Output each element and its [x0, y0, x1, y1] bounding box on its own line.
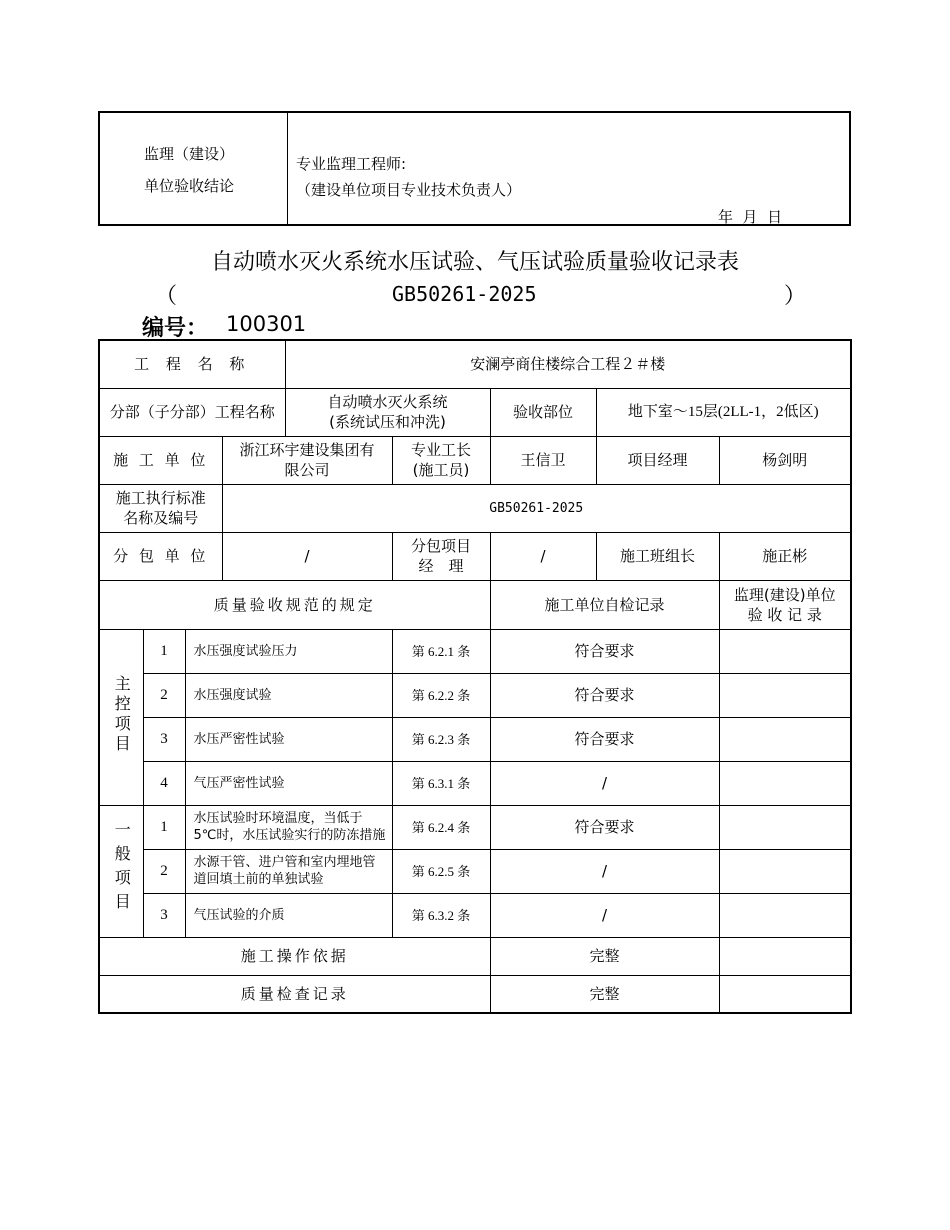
table-row	[99, 673, 851, 717]
item-no: 3	[143, 717, 185, 761]
owner-rep-label: （建设单位项目专业技术负责人）	[296, 181, 522, 199]
foreman-label	[392, 436, 490, 484]
acceptance-part-value: 地下室～15层(2LL-1，2低区)	[596, 388, 851, 436]
division-value-line1: 自动喷水灭火系统	[327, 393, 448, 411]
acceptance-part-label: 验收部位	[490, 388, 596, 436]
standard-label	[99, 484, 222, 532]
standard-label-line1: 施工执行标准	[115, 489, 206, 507]
item-no: 2	[143, 849, 185, 893]
contractor-value	[222, 436, 392, 484]
team-leader-label: 施工班组长	[596, 532, 719, 580]
table-row	[99, 388, 851, 436]
pm-label: 项目经理	[596, 436, 719, 484]
table-row	[99, 484, 851, 532]
item-name: 气压试验的介质	[185, 893, 392, 937]
item-result: 符合要求	[490, 629, 719, 673]
main-group-label	[99, 629, 143, 805]
contractor-label: 施 工 单 位	[99, 436, 222, 484]
sub-pm-label-line2: 经 理	[418, 557, 464, 575]
standard-close-paren: ）	[784, 284, 807, 309]
table-row	[99, 975, 851, 1013]
supervision-header-line1: 监理(建设)单位	[733, 585, 836, 604]
item-clause: 第 6.2.5 条	[392, 849, 490, 893]
item-clause: 第 6.2.3 条	[392, 717, 490, 761]
item-result: /	[490, 893, 719, 937]
general-group-text: 一般项目	[112, 820, 132, 917]
date-label: 年 月 日	[718, 208, 783, 226]
foreman-label-line2: (施工员)	[412, 461, 470, 479]
item-supervision	[719, 805, 851, 849]
table-row	[99, 532, 851, 580]
basis-supervision	[719, 937, 851, 975]
inspection-value: 完整	[490, 975, 719, 1013]
item-name: 水压强度试验	[185, 673, 392, 717]
table-row	[99, 805, 851, 849]
item-supervision	[719, 717, 851, 761]
form-title: 自动喷水灭火系统水压试验、气压试验质量验收记录表	[210, 250, 739, 275]
item-clause: 第 6.2.4 条	[392, 805, 490, 849]
table-row	[99, 717, 851, 761]
sub-pm-label	[392, 532, 490, 580]
self-check-column-header: 施工单位自检记录	[490, 580, 719, 629]
team-leader-value: 施正彬	[719, 532, 851, 580]
table-row	[99, 436, 851, 484]
spec-column-header: 质量验收规范的规定	[99, 580, 490, 629]
item-no: 4	[143, 761, 185, 805]
contractor-value-line2: 限公司	[284, 461, 330, 479]
table-row	[99, 340, 851, 388]
item-name: 气压严密性试验	[185, 761, 392, 805]
project-name-label: 工 程 名 称	[99, 340, 285, 388]
item-supervision	[719, 893, 851, 937]
standard-open-paren: （	[155, 284, 178, 309]
item-name	[185, 805, 392, 849]
table-row	[99, 893, 851, 937]
item-name-line2: 5℃时，水压试验实行的防冻措施	[193, 828, 386, 843]
item-name-line2: 道回填土前的单独试验	[193, 872, 324, 887]
main-group-text: 主控项目	[112, 674, 132, 755]
inspection-supervision	[719, 975, 851, 1013]
table-row	[99, 580, 851, 629]
subcontractor-value: /	[222, 532, 392, 580]
engineer-label: 专业监理工程师:	[296, 155, 407, 173]
item-result: /	[490, 849, 719, 893]
conclusion-label-line1: 监理（建设）	[144, 145, 235, 163]
item-name: 水压强度试验压力	[185, 629, 392, 673]
foreman-value: 王信卫	[490, 436, 596, 484]
acceptance-record-table	[98, 339, 852, 1014]
table-row	[99, 629, 851, 673]
division-value-line2: (系统试压和冲洗)	[329, 413, 446, 431]
supervision-header-line2: 验 收 记 录	[747, 605, 822, 624]
division-value	[285, 388, 490, 436]
doc-number-label: 编号：	[142, 316, 209, 341]
table-row	[99, 937, 851, 975]
item-supervision	[719, 629, 851, 673]
basis-label: 施工操作依据	[99, 937, 490, 975]
item-clause: 第 6.3.2 条	[392, 893, 490, 937]
item-result: 符合要求	[490, 805, 719, 849]
division-label: 分部（子分部）工程名称	[99, 388, 285, 436]
item-name	[185, 849, 392, 893]
pm-value: 杨剑明	[719, 436, 851, 484]
item-supervision	[719, 761, 851, 805]
item-name-line1: 水源干管、进户管和室内埋地管	[193, 855, 376, 870]
item-supervision	[719, 849, 851, 893]
sub-pm-value: /	[490, 532, 596, 580]
project-name-value: 安澜亭商住楼综合工程２＃楼	[285, 340, 851, 388]
item-clause: 第 6.3.1 条	[392, 761, 490, 805]
general-group-label	[99, 805, 143, 937]
standard-value: GB50261-2025	[222, 484, 851, 532]
item-result: 符合要求	[490, 673, 719, 717]
table-row	[99, 761, 851, 805]
standard-code: GB50261-2025	[392, 282, 537, 306]
supervision-conclusion-box	[98, 111, 851, 226]
item-no: 1	[143, 629, 185, 673]
item-clause: 第 6.2.1 条	[392, 629, 490, 673]
item-result: 符合要求	[490, 717, 719, 761]
box-divider	[287, 113, 288, 224]
item-result: /	[490, 761, 719, 805]
item-clause: 第 6.2.2 条	[392, 673, 490, 717]
basis-value: 完整	[490, 937, 719, 975]
item-supervision	[719, 673, 851, 717]
standard-label-line2: 名称及编号	[123, 509, 199, 527]
conclusion-label-line2: 单位验收结论	[144, 177, 235, 195]
table-row	[99, 849, 851, 893]
contractor-value-line1: 浙江环宇建设集团有	[239, 441, 375, 459]
sub-pm-label-line1: 分包项目	[410, 537, 471, 555]
item-no: 3	[143, 893, 185, 937]
foreman-label-line1: 专业工长	[410, 441, 471, 459]
supervision-column-header	[719, 580, 851, 629]
item-no: 2	[143, 673, 185, 717]
item-name-line1: 水压试验时环境温度，当低于	[193, 811, 363, 826]
inspection-label: 质量检查记录	[99, 975, 490, 1013]
item-no: 1	[143, 805, 185, 849]
doc-number-value: 100301	[226, 312, 307, 336]
item-name: 水压严密性试验	[185, 717, 392, 761]
subcontractor-label: 分 包 单 位	[99, 532, 222, 580]
